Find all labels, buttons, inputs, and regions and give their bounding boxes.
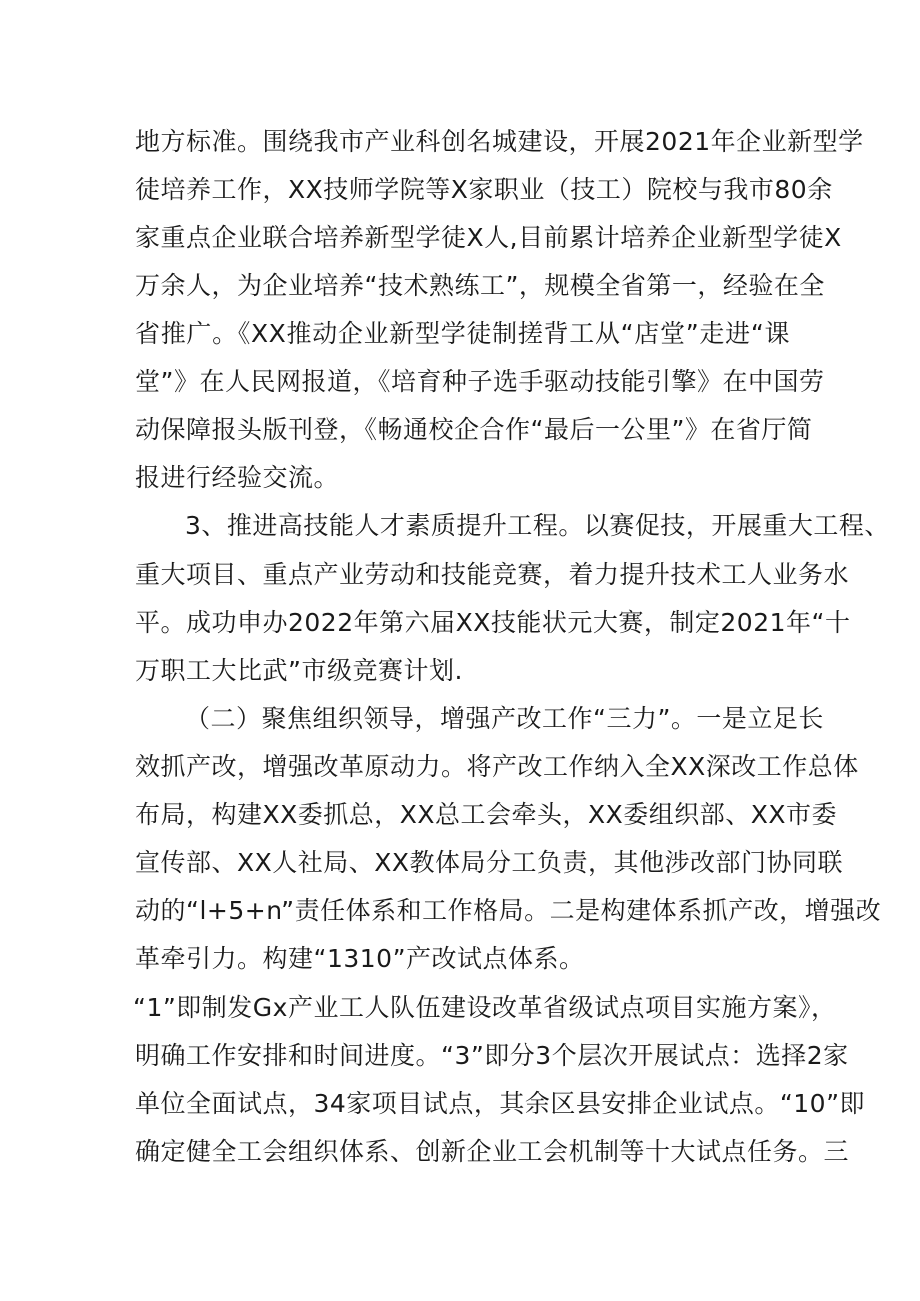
text-line: 万余人，为企业培养“技术熟练工”，规模全省第一，经验在全 bbox=[135, 271, 825, 300]
text-line: 动保障报头版刊登，《畅通校企合作“最后一公里”》在省厅简 bbox=[135, 415, 813, 444]
text-line: 布局，构建XX委抓总，XX总工会牵头，XX委组织部、XX市委 bbox=[135, 800, 838, 829]
text-line: 徒培养工作，XX技师学院等X家职业（技工）院校与我市80余 bbox=[135, 175, 833, 204]
text-line: （二）聚焦组织领导，增强产改工作“三力”。一是立足长 bbox=[185, 704, 824, 733]
text-line: 地方标准。围绕我市产业科创名城建设，开展2021年企业新型学 bbox=[135, 127, 864, 156]
text-line: 堂”》在人民网报道，《培育种子选手驱动技能引擎》在中国劳 bbox=[135, 367, 825, 396]
text-line: 宣传部、XX人社局、XX教体局分工负责，其他涉改部门协同联 bbox=[135, 848, 844, 877]
text-line: 单位全面试点，34家项目试点，其余区县安排企业试点。“10”即 bbox=[135, 1089, 866, 1118]
text-line: 确定健全工会组织体系、创新企业工会机制等十大试点任务。三 bbox=[135, 1137, 850, 1166]
text-line: 报进行经验交流。 bbox=[135, 463, 340, 492]
text-line: “1”即制发Gx产业工人队伍建设改革省级试点项目实施方案》， bbox=[133, 993, 837, 1022]
text-line: 革牵引力。构建“1310”产改试点体系。 bbox=[135, 944, 585, 973]
text-line: 效抓产改，增强改革原动力。将产改工作纳入全XX深改工作总体 bbox=[135, 752, 859, 781]
text-line: 动的“l+5+n”责任体系和工作格局。二是构建体系抓产改，增强改 bbox=[135, 896, 882, 925]
text-line: 平。成功申办2022年第六届XX技能状元大赛，制定2021年“十 bbox=[135, 608, 851, 637]
text-line: 省推广。《XX推动企业新型学徒制搓背工从“店堂”走进“课 bbox=[135, 319, 790, 348]
text-line: 明确工作安排和时间进度。“3”即分3个层次开展试点：选择2家 bbox=[135, 1041, 849, 1070]
text-line: 万职工大比武”市级竞赛计划. bbox=[135, 656, 463, 685]
text-line: 3、推进高技能人才素质提升工程。以赛促技，开展重大工程、 bbox=[185, 511, 890, 540]
text-line: 重大项目、重点产业劳动和技能竞赛，着力提升技术工人业务水 bbox=[135, 560, 850, 589]
text-line: 家重点企业联合培养新型学徒X人,目前累计培养企业新型学徒X bbox=[135, 223, 842, 252]
